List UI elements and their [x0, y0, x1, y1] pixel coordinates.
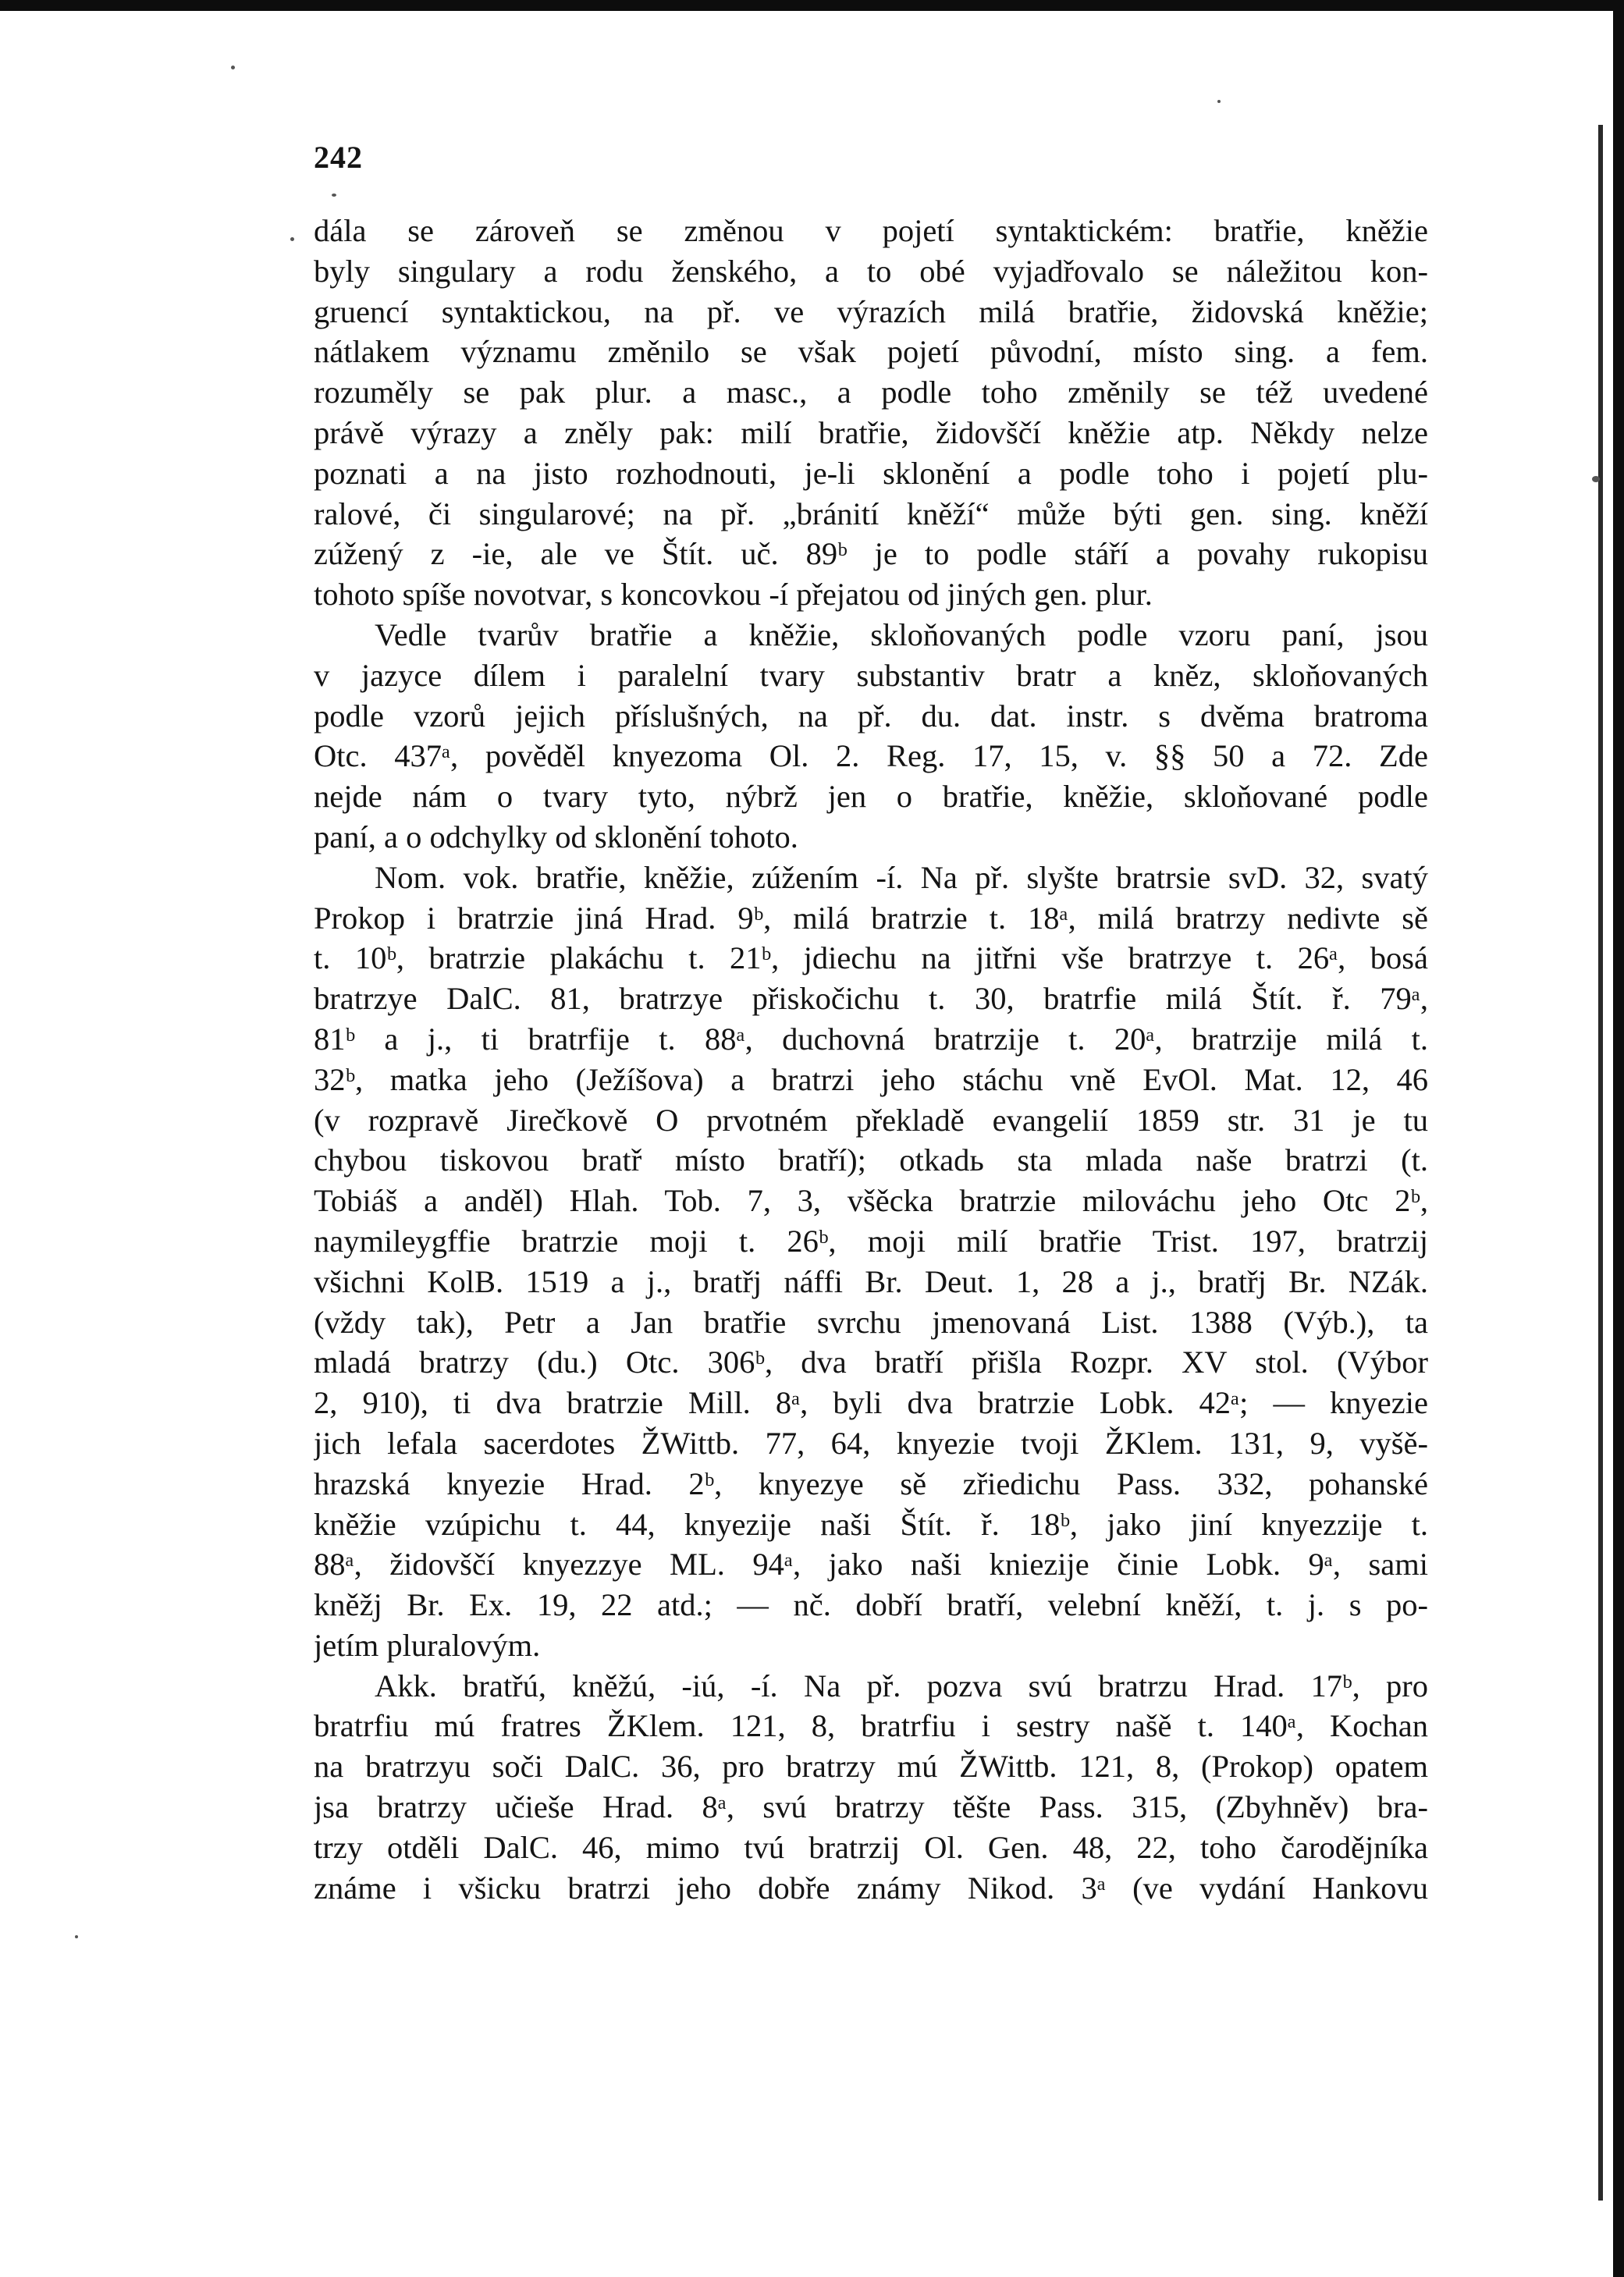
- text-line: Vedle tvarův bratřie a kněžie, skloňovaných podle vzoru paní, jsou: [375, 616, 1428, 652]
- text-line: gruencí syntaktickou, na př. ve výrazích milá bratřie, židovská kněžie;: [314, 293, 1428, 329]
- text-line: chybou tiskovou bratř místo bratří); otkadь sta mlada naše bratrzi (t.: [314, 1142, 1428, 1178]
- paragraph-2: [314, 615, 1428, 858]
- text-line: nátlakem významu změnilo se však pojetí původní, místo sing. a fem.: [314, 334, 1428, 370]
- text-line: podle vzorů jejich příslušných, na př. du. dat. instr. s dvěma bratroma: [314, 698, 1428, 734]
- text-line: jich lefala sacerdotes ŽWittb. 77, 64, knyezie tvoji ŽKlem. 131, 9, vyšě-: [314, 1425, 1428, 1461]
- text-line: rozuměly se pak plur. a masc., a podle toho změnily se též uvedené: [314, 375, 1428, 410]
- text-line: všichni KolB. 1519 a j., bratřj náffi Br. Deut. 1, 28 a j., bratřj Br. NZák.: [314, 1263, 1428, 1299]
- paragraph-4: [314, 1666, 1428, 1909]
- text-line: Tobiáš a anděl) Hlah. Tob. 7, 3, všěcka bratrzie milováchu jeho Otc 2ᵇ,: [314, 1183, 1428, 1219]
- text-line: kněžie vzúpichu t. 44, knyezije naši Štít. ř. 18ᵇ, jako jiní knyezzije t.: [314, 1506, 1428, 1542]
- text-line: na bratrzyu soči DalC. 36, pro bratrzy mú ŽWittb. 121, 8, (Prokop) opatem: [314, 1749, 1428, 1785]
- text-line: 2, 910), ti dva bratrzie Mill. 8ᵃ, byli dva bratrzie Lobk. 42ᵃ; — knyezie: [314, 1385, 1428, 1421]
- scan-border-right: [1613, 0, 1624, 2277]
- text-line: kněžj Br. Ex. 19, 22 atd.; — nč. dobří bratří, velební kněží, t. j. s po-: [314, 1587, 1428, 1623]
- scan-border-top: [0, 0, 1624, 11]
- scan-speck: [1217, 100, 1221, 103]
- text-line: 32ᵇ, matka jeho (Ježíšova) a bratrzi jeho stáchu vně EvOl. Mat. 12, 46: [314, 1061, 1428, 1097]
- page-edge-shadow: [1598, 125, 1603, 2201]
- text-line: dála se zároveň se změnou v pojetí syntaktickém: bratřie, kněžie: [314, 213, 1428, 248]
- text-line: 88ᵃ, židovščí knyezzye ML. 94ᵃ, jako naši kniezije činie Lobk. 9ᵃ, sami: [314, 1547, 1428, 1583]
- text-line: bratrzye DalC. 81, bratrzye přiskočichu t. 30, bratrfie milá Štít. ř. 79ᵃ,: [314, 981, 1428, 1017]
- text-line: ralové, či singularové; na př. „bránití kněží“ může býti gen. sing. kněží: [314, 496, 1428, 531]
- text-line: (v rozpravě Jirečkově O prvotném překladě evangelií 1859 str. 31 je tu: [314, 1102, 1428, 1138]
- scan-speck: [231, 66, 235, 69]
- text-line: (vždy tak), Petr a Jan bratřie svrchu jmenovaná List. 1388 (Výb.), ta: [314, 1304, 1428, 1340]
- page-number: 242: [314, 140, 363, 175]
- text-line: mladá bratrzy (du.) Otc. 306ᵇ, dva bratří přišla Rozpr. XV stol. (Výbor: [314, 1345, 1428, 1380]
- text-line: bratrfiu mú fratres ŽKlem. 121, 8, bratrfiu i sestry našě t. 140ᵃ, Kochan: [314, 1708, 1428, 1744]
- text-line: jetím pluralovým.: [314, 1627, 541, 1663]
- text-line: paní, a o odchylky od sklonění tohoto.: [314, 819, 798, 854]
- text-line: jsa bratrzy učieše Hrad. 8ᵃ, svú bratrzy těšte Pass. 315, (Zbyhněv) bra-: [314, 1789, 1428, 1825]
- scan-speck: [75, 1935, 78, 1938]
- text-line: známe i všicku bratrzi jeho dobře známy Nikod. 3ᵃ (ve vydání Hankovu: [314, 1870, 1428, 1906]
- text-line: t. 10ᵇ, bratrzie plakáchu t. 21ᵇ, jdiechu na jitřni vše bratrzye t. 26ᵃ, bosá: [314, 940, 1428, 976]
- text-line: naymileygffie bratrzie moji t. 26ᵇ, moji milí bratřie Trist. 197, bratrzij: [314, 1223, 1428, 1259]
- text-line: Prokop i bratrzie jiná Hrad. 9ᵇ, milá bratrzie t. 18ᵃ, milá bratrzy nedivte sě: [314, 900, 1428, 936]
- text-line: poznati a na jisto rozhodnouti, je-li sklonění a podle toho i pojetí plu-: [314, 455, 1428, 491]
- text-line: Otc. 437ᵃ, pověděl knyezoma Ol. 2. Reg. 17, 15, v. §§ 50 a 72. Zde: [314, 738, 1428, 774]
- text-line: Nom. vok. bratřie, kněžie, zúžením -í. Na př. slyšte bratrsie svD. 32, svatý: [375, 859, 1428, 895]
- text-line: v jazyce dílem i paralelní tvary substantiv bratr a kněz, skloňovaných: [314, 657, 1428, 693]
- text-line: tohoto spíše novotvar, s koncovkou -í přejatou od jiných gen. plur.: [314, 577, 1153, 613]
- text-line: právě výrazy a zněly pak: milí bratřie, židovščí kněžie atp. Někdy nelze: [314, 414, 1428, 450]
- body-text: [314, 211, 1428, 1908]
- text-line: Akk. bratřú, kněžú, -iú, -í. Na př. pozva svú bratrzu Hrad. 17ᵇ, pro: [375, 1668, 1428, 1703]
- paragraph-1: [314, 211, 1428, 615]
- scan-speck: [1592, 476, 1600, 482]
- text-line: nejde nám o tvary tyto, nýbrž jen o bratřie, kněžie, skloňované podle: [314, 779, 1428, 815]
- text-line: zúžený z -ie, ale ve Štít. uč. 89ᵇ je to podle stáří a povahy rukopisu: [314, 536, 1428, 572]
- text-line: 81ᵇ a j., ti bratrfije t. 88ᵃ, duchovná bratrzije t. 20ᵃ, bratrzije milá t.: [314, 1021, 1428, 1057]
- text-line: trzy otděli DalC. 46, mimo tvú bratrzij Ol. Gen. 48, 22, toho čarodějníka: [314, 1829, 1428, 1865]
- scan-speck: [332, 194, 336, 197]
- scan-speck: [290, 237, 294, 241]
- text-line: byly singulary a rodu ženského, a to obé vyjadřovalo se náležitou kon-: [314, 253, 1428, 289]
- text-line: hrazská knyezie Hrad. 2ᵇ, knyezye sě zřiedichu Pass. 332, pohanské: [314, 1465, 1428, 1501]
- paragraph-3: [314, 858, 1428, 1666]
